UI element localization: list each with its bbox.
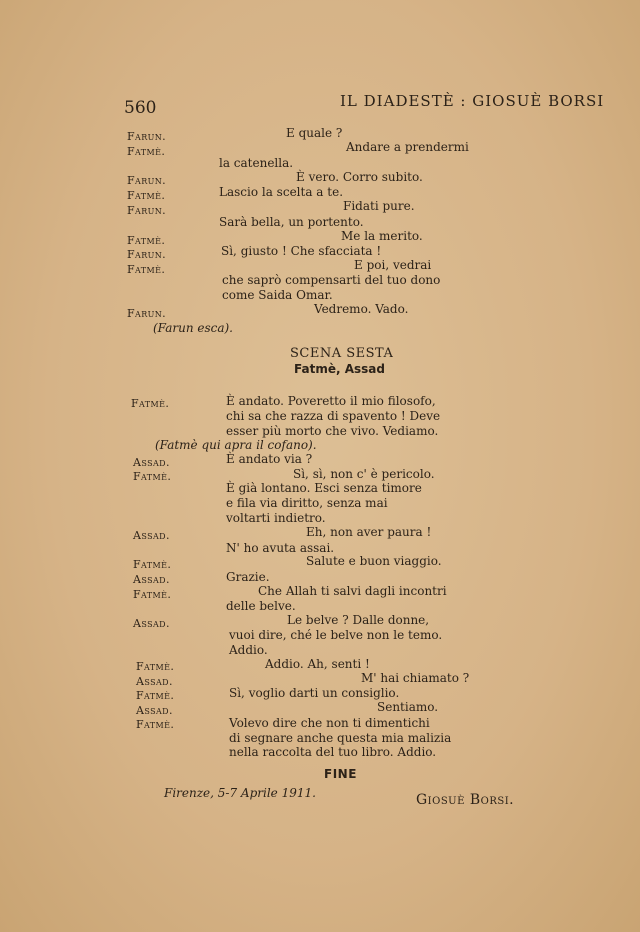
stage-direction: (Farun esca). bbox=[153, 321, 233, 335]
dialogue-line: delle belve. bbox=[226, 599, 296, 613]
dialogue-line: Fidati pure. bbox=[343, 199, 415, 213]
speaker-name: Assad. bbox=[133, 456, 170, 469]
dialogue-line: È andato via ? bbox=[226, 452, 313, 466]
dialogue-line: voltarti indietro. bbox=[226, 511, 326, 525]
dialogue-line: Sì, giusto ! Che sfacciata ! bbox=[221, 244, 382, 258]
dialogue-line: È già lontano. Esci senza timore bbox=[226, 481, 422, 495]
speaker-name: Fatmè. bbox=[133, 470, 172, 483]
dialogue-line: nella raccolta del tuo libro. Addio. bbox=[229, 745, 437, 759]
dialogue-line: come Saida Omar. bbox=[222, 288, 333, 302]
speaker-name: Farun. bbox=[127, 307, 167, 320]
stage-direction: (Fatmè qui apra il cofano). bbox=[155, 438, 317, 452]
speaker-name: Assad. bbox=[133, 617, 170, 630]
speaker-name: Assad. bbox=[133, 573, 170, 586]
dialogue-line: Salute e buon viaggio. bbox=[306, 554, 442, 568]
dialogue-line: M' hai chiamato ? bbox=[361, 671, 470, 685]
page-number: 560 bbox=[124, 98, 157, 118]
scene-characters: Fatmè, Assad bbox=[294, 362, 385, 376]
dialogue-line: E poi, vedrai bbox=[354, 258, 432, 272]
speaker-name: Assad. bbox=[133, 529, 170, 542]
speaker-name: Fatmè. bbox=[136, 689, 175, 702]
dialogue-line: Grazie. bbox=[226, 570, 270, 584]
dialogue-line: Addio. Ah, senti ! bbox=[265, 657, 370, 671]
speaker-name: Fatmè. bbox=[127, 189, 166, 202]
dialogue-line: Me la merito. bbox=[341, 229, 423, 243]
speaker-name: Fatmè. bbox=[131, 397, 170, 410]
dialogue-line: Volevo dire che non ti dimentichi bbox=[229, 716, 430, 730]
speaker-name: Fatmè. bbox=[127, 263, 166, 276]
dialogue-line: di segnare anche questa mia malizia bbox=[229, 731, 452, 745]
speaker-name: Farun. bbox=[127, 248, 167, 261]
dialogue-line: Vedremo. Vado. bbox=[314, 302, 409, 316]
dialogue-line: Lascio la scelta a te. bbox=[219, 185, 344, 199]
dialogue-line: la catenella. bbox=[219, 156, 294, 170]
dialogue-line: Sì, voglio darti un consiglio. bbox=[229, 686, 400, 700]
speaker-name: Farun. bbox=[127, 204, 167, 217]
speaker-name: Fatmè. bbox=[133, 588, 172, 601]
dialogue-line: Eh, non aver paura ! bbox=[306, 525, 432, 539]
author-signature: Giosuè Borsi. bbox=[416, 792, 515, 808]
speaker-name: Farun. bbox=[127, 174, 167, 187]
dialogue-line: Sarà bella, un portento. bbox=[219, 215, 364, 229]
dialogue-line: Sì, sì, non c' è pericolo. bbox=[293, 467, 435, 481]
dialogue-line: Addio. bbox=[229, 643, 268, 657]
dialogue-line: e fila via diritto, senza mai bbox=[226, 496, 388, 510]
dialogue-line: È andato. Poveretto il mio filosofo, bbox=[226, 394, 436, 408]
dialogue-line: Andare a prendermi bbox=[346, 140, 469, 154]
speaker-name: Assad. bbox=[136, 704, 173, 717]
dialogue-line: È vero. Corro subito. bbox=[296, 170, 423, 184]
dialogue-line: esser più morto che vivo. Vediamo. bbox=[226, 424, 439, 438]
dialogue-line: chi sa che razza di spavento ! Deve bbox=[226, 409, 441, 423]
dialogue-line: vuoi dire, ché le belve non le temo. bbox=[229, 628, 443, 642]
speaker-name: Fatmè. bbox=[133, 558, 172, 571]
dialogue-line: che saprò compensarti del tuo dono bbox=[222, 273, 441, 287]
dialogue-line: N' ho avuta assai. bbox=[226, 541, 335, 555]
speaker-name: Assad. bbox=[136, 675, 173, 688]
speaker-name: Fatmè. bbox=[127, 145, 166, 158]
running-title: IL DIADESTÈ : GIOSUÈ BORSI bbox=[340, 92, 605, 110]
dialogue-line: E quale ? bbox=[286, 126, 343, 140]
end-marker: FINE bbox=[324, 767, 357, 781]
dialogue-line: Che Allah ti salvi dagli incontri bbox=[258, 584, 447, 598]
dialogue-line: Sentiamo. bbox=[377, 700, 439, 714]
speaker-name: Fatmè. bbox=[127, 234, 166, 247]
speaker-name: Farun. bbox=[127, 130, 167, 143]
speaker-name: Fatmè. bbox=[136, 718, 175, 731]
dialogue-line: Le belve ? Dalle donne, bbox=[287, 613, 430, 627]
speaker-name: Fatmè. bbox=[136, 660, 175, 673]
scene-title: SCENA SESTA bbox=[290, 346, 394, 361]
place-date: Firenze, 5-7 Aprile 1911. bbox=[164, 786, 316, 800]
